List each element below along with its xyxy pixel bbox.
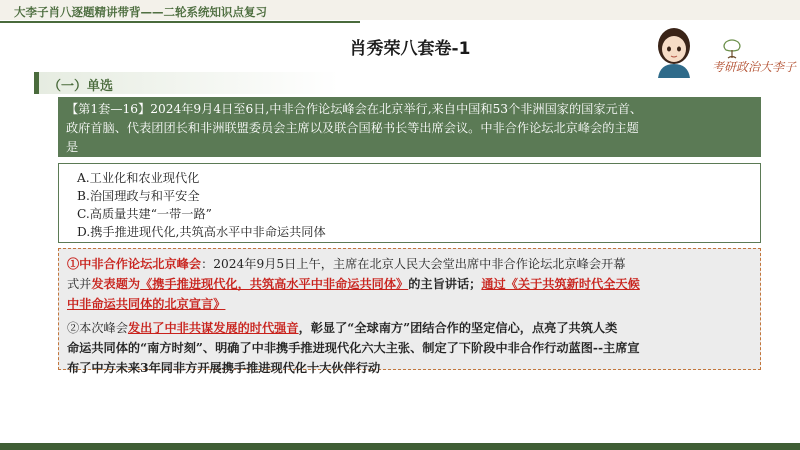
- brand-text: 考研政治大李子: [712, 60, 797, 74]
- speech-title: 《携手推进现代化，共筑高水平中非命运共同体》: [140, 277, 409, 291]
- answer-text: 的主旨讲话；: [408, 277, 482, 291]
- answer-line: [67, 294, 752, 314]
- answer-line: 布了中方未来3年同非方开展携手推进现代化十大伙伴行动: [67, 361, 381, 375]
- question-line: 【第1套—16】2024年9月4日至6日,中非合作论坛峰会在北京举行,来自中国和53个非洲国家的国家元首、: [66, 102, 643, 116]
- avatar-icon: [648, 22, 700, 78]
- answer-text: ：2024年9月5日上午，主席在北京人民大会堂出席中非合作论坛北京峰会开幕: [201, 257, 626, 271]
- section-header: [34, 72, 714, 94]
- answer-explanation-box: [58, 248, 761, 375]
- highlight-text: 发表题为: [91, 277, 141, 291]
- answer-heading: ①中非合作论坛北京峰会: [67, 257, 202, 271]
- highlight-text: 发出了中非共谋发展的时代强音: [127, 321, 299, 335]
- answer-text: 式并: [67, 277, 92, 291]
- footer-bar: [0, 443, 800, 450]
- question-line: 是: [66, 140, 79, 154]
- declaration-title: 中非命运共同体的北京宣言》: [67, 297, 226, 311]
- question-box: [58, 97, 761, 157]
- answer-text: ②本次峰会: [67, 321, 128, 335]
- answer-text: ，彰显了“全球南方”团结合作的坚定信心，点亮了共筑人类: [298, 321, 618, 335]
- course-title: 大李子肖八逐题精讲带背——二轮系统知识点复习: [14, 5, 267, 19]
- answer-line: [67, 318, 752, 338]
- option-a[interactable]: A.工业化和农业现代化: [77, 171, 200, 185]
- section-label: （一）单选: [48, 79, 114, 94]
- header-divider: [0, 21, 360, 23]
- question-line: 政府首脑、代表团团长和非洲联盟委员会主席以及联合国秘书长等出席会议。中非合作论坛北京峰会的主题: [66, 121, 639, 135]
- option-b[interactable]: B.治国理政与和平安全: [77, 189, 200, 203]
- answer-line: [67, 274, 752, 294]
- option-d[interactable]: D.携手推进现代化,共筑高水平中非命运共同体: [77, 225, 326, 239]
- declaration-title: 通过《关于共筑新时代全天候: [481, 277, 640, 291]
- page-title: 肖秀荣八套卷-1: [349, 39, 471, 59]
- answer-line: 命运共同体的“南方时刻”、明确了中非携手推进现代化六大主张、制定了下阶段中非合作行动蓝图--主席宣: [67, 341, 640, 355]
- option-c[interactable]: C.高质量共建“一带一路”: [77, 207, 212, 221]
- options-box: [58, 163, 761, 243]
- answer-line: [67, 254, 752, 274]
